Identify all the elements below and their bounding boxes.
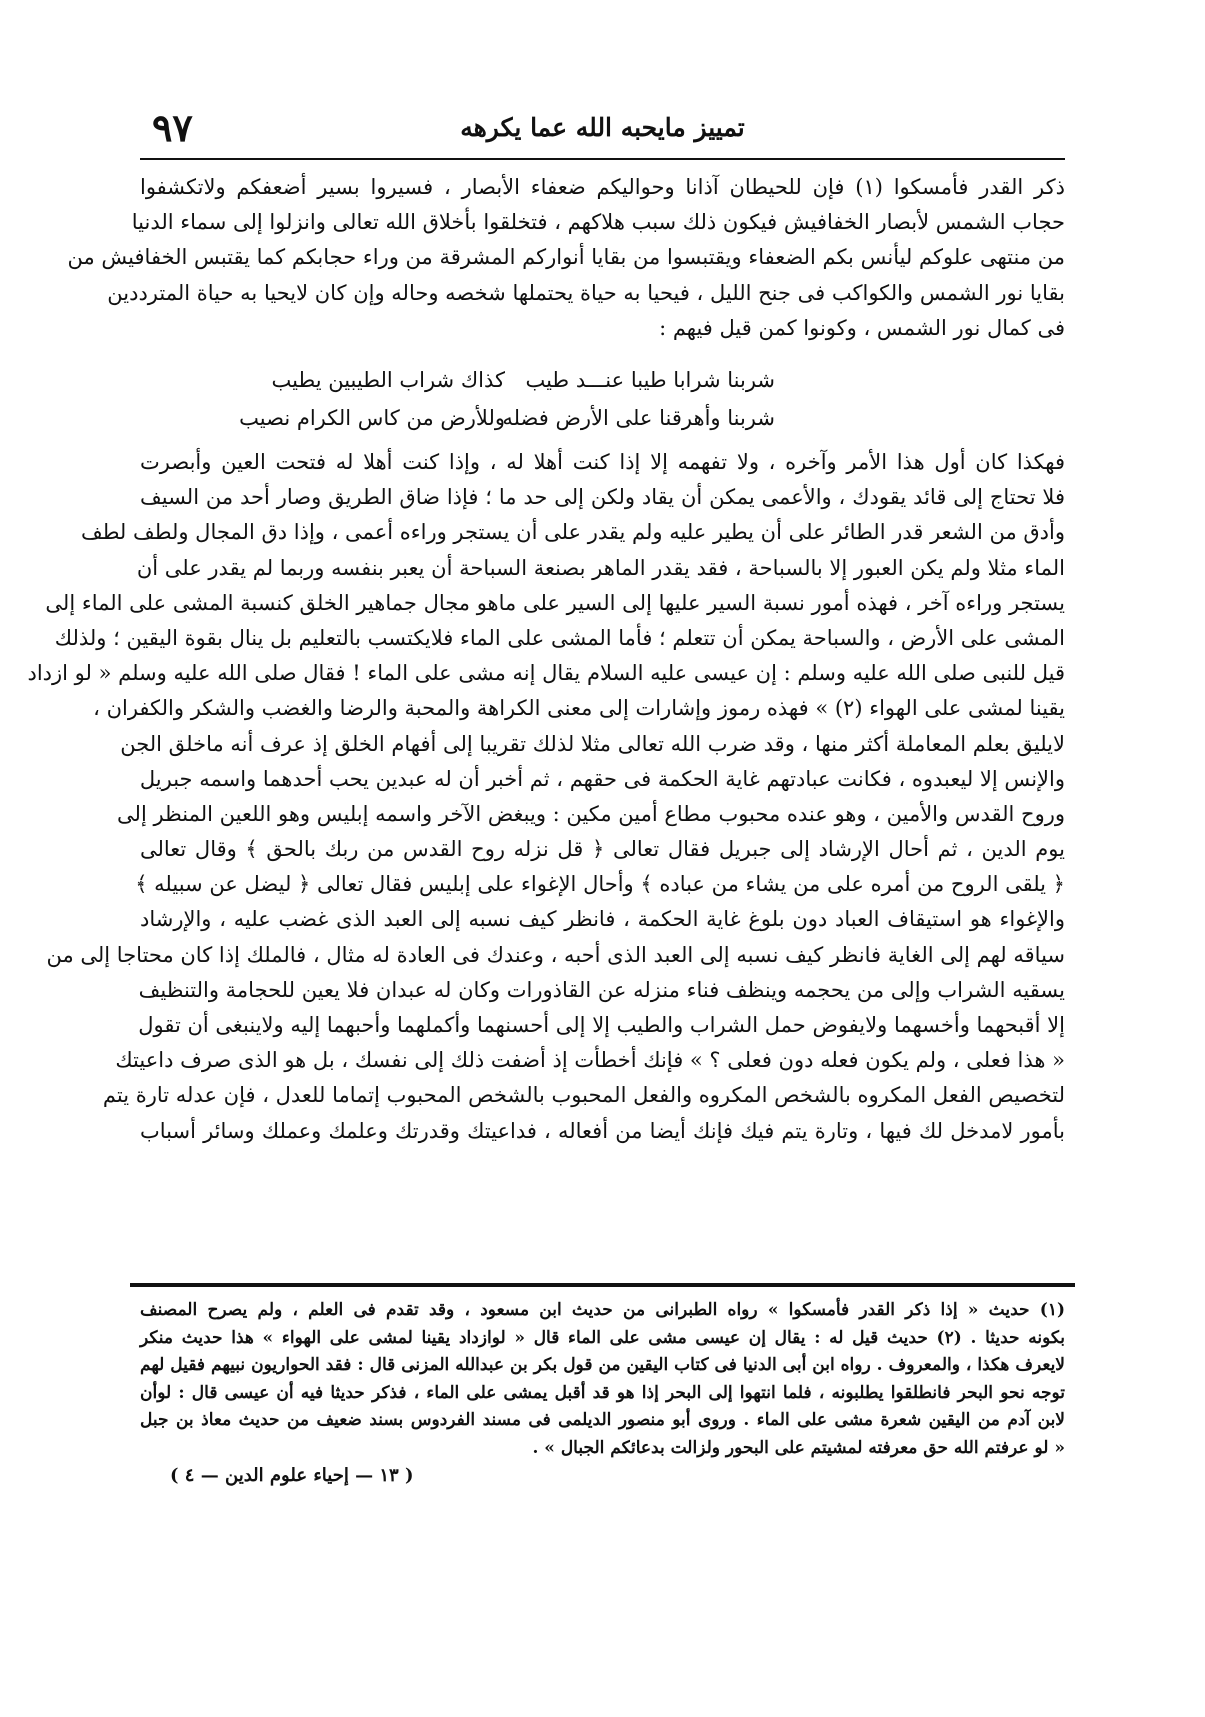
footnote-line: بكونه حديثا . (٢) حديث قيل له : يقال إن عيسى مشى على الماء قال « لوازداد يقينا لمشى على الهواء » هذا حديث منكر — [140, 1327, 1065, 1348]
footnote-line: « لو عرفتم الله حق معرفته لمشيتم على البحور ولزالت بدعائكم الجبال » . — [532, 1437, 1065, 1458]
text-line: قيل للنبى صلى الله عليه وسلم : إن عيسى عليه السلام يقال إنه مشى على الماء ! فقال صلى الله عليه وسلم « لو ازداد — [27, 661, 1065, 686]
text-line: فهكذا كان أول هذا الأمر وآخره ، ولا تفهمه إلا إذا كنت أهلا له ، وإذا كنت أهلا له فتحت العين وأبصرت — [140, 450, 1065, 474]
verse-line-2 — [140, 400, 1065, 436]
verse-line-1 — [140, 362, 1065, 398]
text-line: ﴿ يلقى الروح من أمره على من يشاء من عباده ﴾ وأحال الإغواء على إبليس فقال تعالى ﴿ ليضل عن سبيله ﴾ — [135, 872, 1065, 897]
text-line: فى كمال نور الشمس ، وكونوا كمن قيل فيهم : — [659, 315, 1065, 340]
text-line: يقينا لمشى على الهواء (٢) » فهذه رموز وإشارات إلى معنى الكراهة والمحبة والرضا والغضب والشكر والكفران ، — [93, 696, 1065, 721]
footnote-rule — [130, 1283, 1075, 1287]
text-line: سياقه لهم إلى الغاية فانظر كيف نسبه إلى العبد الذى أحبه ، وعندك فى العادة له مثال ، فالملك إذا كان محتاجا إلى من — [46, 942, 1065, 967]
text-line: والإنس إلا ليعبدوه ، فكانت عبادتهم غاية الحكمة فى حقهم ، ثم أخبر أن له عبدين يحب أحدهما واسمه جبريل — [139, 766, 1065, 791]
text-line: من منتهى علوكم ليأنس بكم الضعفاء ويقتبسوا من بقايا أنواركم المشرقة من وراء حجابكم كما يقتبس الخفافيش من — [67, 245, 1065, 270]
footnote-line: (١) حديث « إذا ذكر القدر فأمسكوا » رواه الطبرانى من حديث ابن مسعود ، وقد تقدم فى العلم ، ولم يصرح المصنف — [140, 1300, 1065, 1320]
text-line: فلا تحتاج إلى قائد يقودك ، والأعمى يمكن أن يقاد ولكن إلى حد ما ؛ فإذا ضاق الطريق وصار أحد من السيف — [140, 485, 1065, 510]
text-line: يسقيه الشراب وإلى من يحجمه وينظف فناء منزله عن القاذورات وكان له عبدان فلا يعين للحجامة والتنظيف — [138, 977, 1065, 1002]
text-line: بقايا نور الشمس والكواكب فى جنح الليل ، فيحيا به حياة يحتملها شخصه وحاله وإن كان لايحيا به حياة المترددين — [107, 280, 1065, 305]
footnotes — [140, 1297, 1065, 1462]
text-line: المشى على الأرض ، والسباحة يمكن أن تتعلم ؛ فأما المشى على الماء فلايكتسب بالتعليم بل ينال بقوة اليقين ؛ ولذلك — [54, 625, 1065, 650]
text-line: يوم الدين ، ثم أحال الإرشاد إلى جبريل فقال تعالى ﴿ قل نزله روح القدس من ربك بالحق ﴾ وقال تعالى — [140, 837, 1065, 862]
text-line: ذكر القدر فأمسكوا (١) فإن للحيطان آذانا وحواليكم ضعفاء الأبصار ، فسيروا بسير أضعفكم ولاتكشفوا — [140, 175, 1065, 199]
footnote-line: لايعرف هكذا ، والمعروف . رواه ابن أبى الدنيا فى كتاب اليقين من قول بكر بن عبدالله المزنى قال : فقد الحواريون نبيهم فقيل لهم — [140, 1355, 1065, 1375]
paragraph-1 — [67, 170, 1065, 346]
verse-hemistich-2: وللأرض من كاس الكرام نصيب — [239, 406, 505, 430]
text-line: الماء مثلا ولم يكن العبور إلا بالسباحة ، فقد يقدر الماهر بصنعة السباحة أن يعبر بنفسه وربما لم يقدر على أن — [136, 555, 1065, 580]
page-number: ٩٧ — [152, 105, 193, 150]
text-line: والإغواء هو استيقاف العباد دون بلوغ غاية الحكمة ، فانظر كيف نسبه إلى العبد الذى غضب عليه ، والإرشاد — [140, 907, 1065, 932]
running-title: تمييز مايحبه الله عما يكرهه — [460, 113, 745, 142]
verse-hemistich-2: كذاك شراب الطيبين يطيب — [271, 368, 505, 392]
text-line: لتخصيص الفعل المكروه بالشخص المكروه والفعل المحبوب بالشخص المحبوب إتماما للعدل ، فإن عدله تارة يتم — [102, 1083, 1065, 1108]
text-line: حجاب الشمس لأبصار الخفافيش فيكون ذلك سبب هلاكهم ، فتخلقوا بأخلاق الله تعالى وانزلوا إلى سماء الدنيا — [131, 210, 1065, 235]
header-rule — [140, 158, 1065, 160]
footnote-line: لابن آدم من اليقين شعرة مشى على الماء . وروى أبو منصور الديلمى فى مسند الفردوس بسند ضعيف من حديث معاذ بن جبل — [140, 1410, 1065, 1430]
verse-hemistich-1: شربنا وأهرقنا على الأرض فضله — [502, 406, 775, 430]
footnote-line: توجه نحو البحر فانطلقوا يطلبونه ، فلما انتهوا إلى البحر إذا هو قد أقبل يمشى على الماء ، فذكر حديثا فيه أن عيسى قال : لوأن — [140, 1382, 1066, 1403]
text-line: وأدق من الشعر قدر الطائر على أن يطير عليه ولم يقدر على أن يستجر وراءه أعمى ، وإذا دق المجال ولطف لطف — [80, 520, 1065, 545]
text-line: لايليق بعلم المعاملة أكثر منها ، وقد ضرب الله تعالى مثلا لذلك تقريبا إلى أفهام الخلق إذ عرف أنه ماخلق الجن — [120, 731, 1065, 756]
text-line: يستجر وراءه آخر ، فهذه أمور نسبة السير عليها إلى السير على ماهو مجال جماهير الخلق كنسبة المشى على الماء إلى — [45, 590, 1065, 615]
text-line: بأمور لامدخل لك فيها ، وتارة يتم فيك فإنك أيضا من أفعاله ، فداعيتك وقدرتك وعلمك وعملك وسائر أسباب — [140, 1118, 1065, 1143]
printer-signature: ( ١٣ — إحياء علوم الدين — ٤ ) — [170, 1465, 414, 1486]
paragraph-2 — [27, 445, 1065, 1149]
text-line: إلا أقبحهما وأخسهما ولايفوض حمل الشراب والطيب إلا إلى أحسنهما وأكملهما وأحبهما إليه ولاينبغى أن تقول — [138, 1013, 1065, 1037]
text-line: « هذا فعلى ، ولم يكون فعله دون فعلى ؟ » فإنك أخطأت إذ أضفت ذلك إلى نفسك ، بل هو الذى صرف داعيتك — [115, 1048, 1065, 1073]
verse-hemistich-1: شربنا شرابا طيبا عنـــد طيب — [525, 368, 775, 392]
page-header — [140, 105, 1065, 155]
text-line: وروح القدس والأمين ، وهو عنده محبوب مطاع أمين مكين : ويبغض الآخر واسمه إبليس وهو اللعين المنظر إلى — [117, 801, 1065, 826]
